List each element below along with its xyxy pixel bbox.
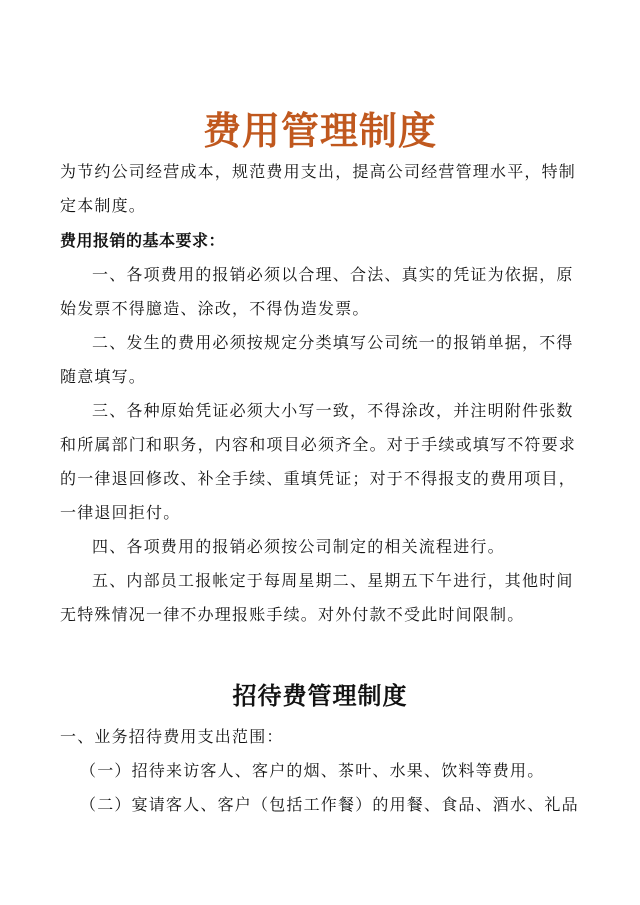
section-2-sub-2: （二）宴请客人、客户（包括工作餐）的用餐、食品、酒水、礼品 <box>80 795 579 814</box>
rule-3-line-4: 一律退回拒付。 <box>60 503 181 522</box>
intro-line-2: 定本制度。 <box>60 196 147 215</box>
rule-1-line-1: 一、各项费用的报销必须以合理、合法、真实的凭证为依据，原 <box>92 265 574 284</box>
rule-1-line-2: 始发票不得臆造、涂改，不得伪造发票。 <box>60 299 370 318</box>
intro-line-1: 为节约公司经营成本，规范费用支出，提高公司经营管理水平，特制 <box>60 162 577 181</box>
document-title: 费用管理制度 <box>202 109 437 153</box>
requirements-heading: 费用报销的基本要求： <box>60 231 226 250</box>
rule-5-line-2: 无特殊情况一律不办理报账手续。对外付款不受此时间限制。 <box>60 605 525 624</box>
section-2-item-1: 一、业务招待费用支出范围： <box>60 727 284 746</box>
section-2-sub-1: （一）招待来访客人、客户的烟、茶叶、水果、饮料等费用。 <box>80 761 545 780</box>
rule-3-line-3: 的一律退回修改、补全手续、重填凭证；对于不得报支的费用项目， <box>60 469 577 488</box>
rule-2-line-2: 随意填写。 <box>60 367 147 386</box>
rule-4-line-1: 四、各项费用的报销必须按公司制定的相关流程进行。 <box>92 537 505 556</box>
rule-3-line-2: 和所属部门和职务，内容和项目必须齐全。对于手续或填写不符要求 <box>60 435 577 454</box>
rule-5-line-1: 五、内部员工报帐定于每周星期二、星期五下午进行，其他时间 <box>92 571 574 590</box>
rule-2-line-1: 二、发生的费用必须按规定分类填写公司统一的报销单据，不得 <box>92 333 574 352</box>
section-2-title: 招待费管理制度 <box>232 682 408 710</box>
rule-3-line-1: 三、各种原始凭证必须大小写一致，不得涂改，并注明附件张数 <box>92 401 574 420</box>
